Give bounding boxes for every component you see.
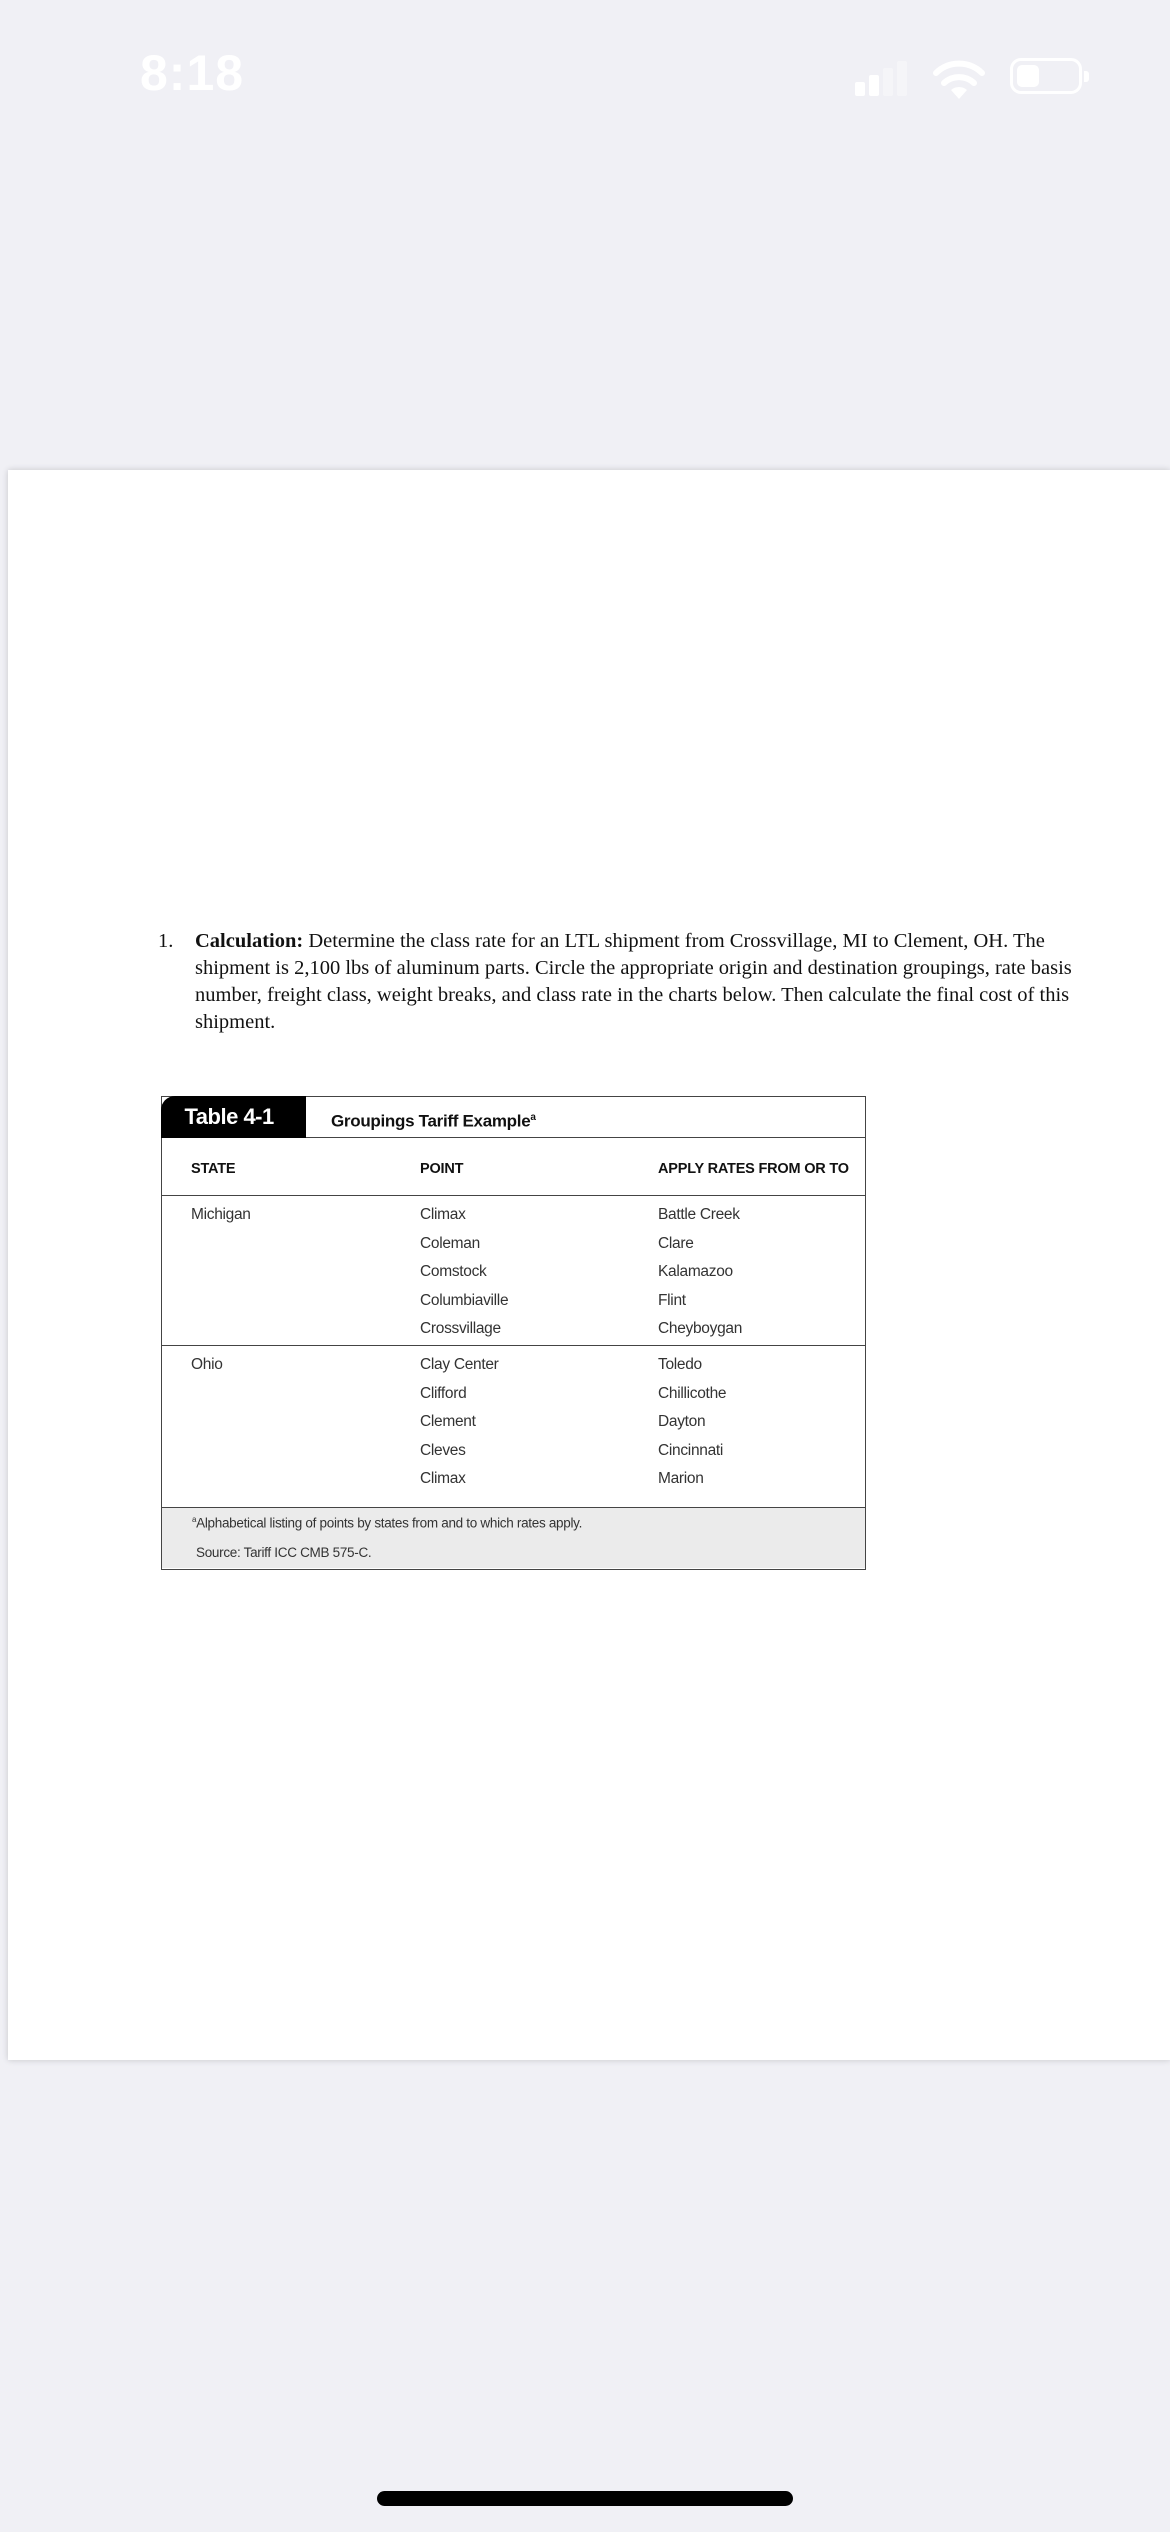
point-cell: Crossvillage: [420, 1320, 501, 1337]
column-header-point: POINT: [420, 1161, 464, 1177]
question-lead: Calculation:: [195, 930, 304, 952]
question-1: [152, 928, 1082, 1036]
apply-cell: Flint: [658, 1291, 686, 1309]
header-rule: [162, 1195, 865, 1196]
apply-cell: Dayton: [658, 1413, 706, 1430]
point-cell: Clement: [420, 1413, 476, 1430]
apply-cell: Cincinnati: [658, 1441, 724, 1459]
point-cell: Coleman: [420, 1234, 480, 1252]
apply-cell: Cheyboygan: [658, 1320, 743, 1337]
groupings-tariff-table: [161, 1096, 866, 1570]
point-cell: Clay Center: [420, 1356, 499, 1373]
question-number: 1.: [158, 930, 174, 952]
point-cell: Clifford: [420, 1384, 467, 1402]
apply-cell: Chillicothe: [658, 1384, 727, 1402]
point-cell: Climax: [420, 1470, 466, 1487]
state-cell: Ohio: [191, 1356, 223, 1373]
apply-cell: Toledo: [658, 1356, 702, 1373]
state-cell: Michigan: [191, 1206, 251, 1223]
status-bar: [0, 0, 1170, 150]
question-text: Determine the class rate for an LTL shipment from Crossvillage, MI to Clement, OH. The shipment is 2,100 lbs of aluminum parts. Circle the appropriate origin and destination groupings, rate basis number, freight class, weight breaks, and class rate in the charts below. Then calculate the final cost of this shipment.: [195, 930, 1072, 1033]
question-body: [195, 928, 1082, 1036]
table-label: Table 4-1: [161, 1096, 306, 1138]
wifi-icon: [930, 58, 988, 100]
battery-icon: [1010, 58, 1082, 94]
status-time: 8:18: [140, 45, 245, 101]
table-header: [162, 1097, 865, 1138]
point-cell: Columbiaville: [420, 1291, 509, 1309]
table-footnote: $^a$Alphabetical listing of points by states from and to which rates apply.: [192, 1515, 583, 1531]
table-footer: [162, 1508, 865, 1568]
cellular-signal-icon: [855, 60, 915, 96]
home-indicator[interactable]: [377, 2491, 793, 2506]
apply-cell: Battle Creek: [658, 1206, 740, 1223]
point-cell: Comstock: [420, 1263, 487, 1280]
table-title-note-mark: a: [530, 1112, 536, 1123]
group-rule: [162, 1345, 865, 1346]
apply-cell: Kalamazoo: [658, 1263, 733, 1280]
footer-rule: [162, 1507, 865, 1508]
table-title: Groupings Tariff Example$^a$: [331, 1111, 536, 1131]
point-cell: Cleves: [420, 1441, 466, 1459]
column-header-state: STATE: [191, 1161, 236, 1177]
point-cell: Climax: [420, 1206, 466, 1223]
table-source: Source: Tariff ICC CMB 575-C.: [196, 1545, 372, 1560]
apply-cell: Clare: [658, 1234, 694, 1252]
column-header-apply-rates: APPLY RATES FROM OR TO: [658, 1161, 849, 1177]
apply-cell: Marion: [658, 1470, 704, 1487]
